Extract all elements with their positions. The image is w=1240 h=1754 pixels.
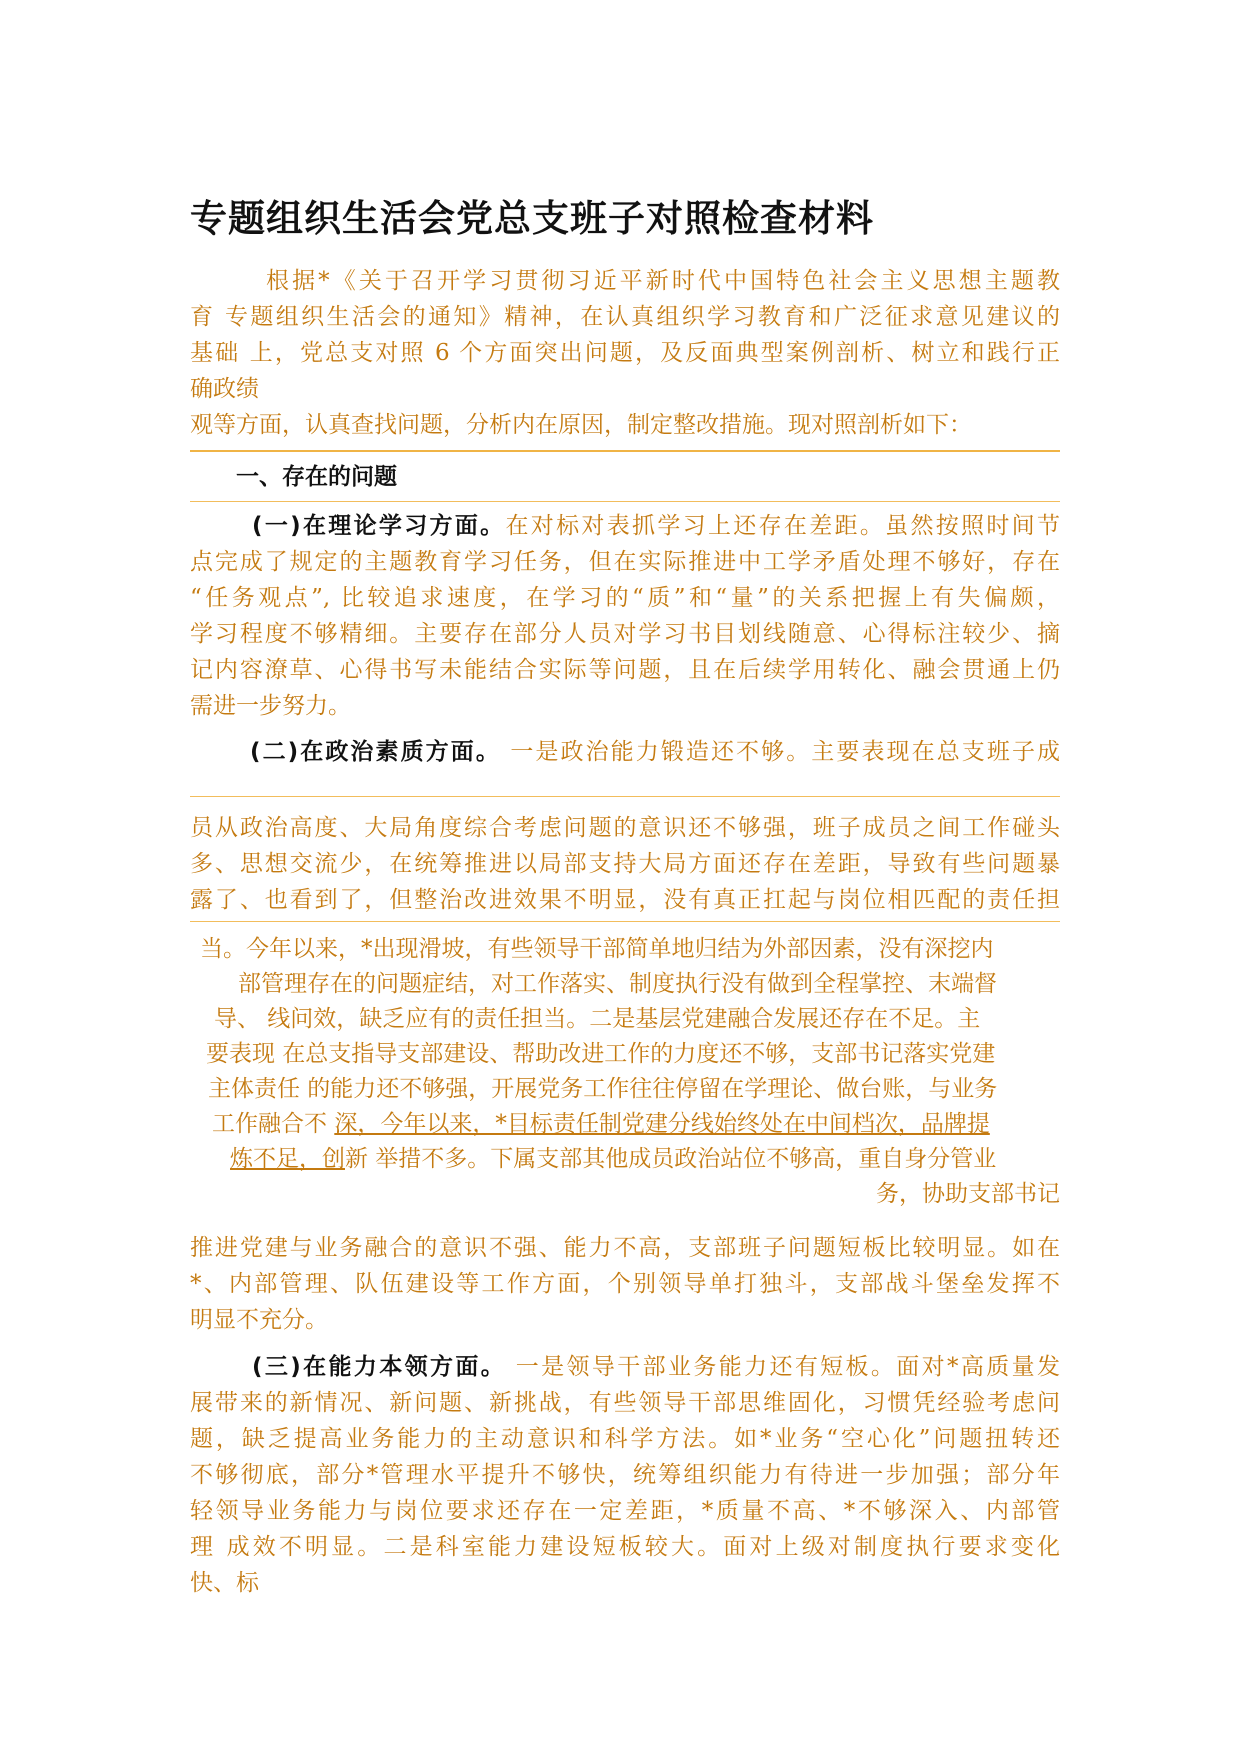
- divider: [190, 796, 1060, 797]
- paragraph-line: 务，协助支部书记: [876, 1181, 1060, 1207]
- paragraph-text: 工作融合不: [212, 1111, 335, 1137]
- paragraph-line: 多、思想交流少，在统筹推进以局部支持大局方面还存在差距，导致有些问题暴: [190, 851, 1060, 877]
- paragraph-line: 明显不充分。: [190, 1307, 328, 1333]
- paragraph-line: 展带来的新情况、新问题、新挑战，有些领导干部思维固化，习惯凭经验考虑问: [190, 1390, 1060, 1416]
- divider: [190, 450, 1060, 452]
- paragraph-line: 点完成了规定的主题教育学习任务，但在实际推进中工学矛盾处理不够好，存在: [190, 549, 1060, 575]
- divider: [190, 921, 1060, 922]
- theory-study-paragraph: [190, 508, 1060, 724]
- paragraph-line: 要表现 在总支指导支部建设、帮助改进工作的力度还不够，支部书记落实党建: [206, 1041, 996, 1067]
- political-quality-paragraph: [190, 810, 1060, 918]
- intro-line: 确政绩: [190, 376, 259, 402]
- paragraph-line: 学习程度不够精细。主要存在部分人员对学习书目划线随意、心得标注较少、摘: [190, 621, 1060, 647]
- underlined-text: 深，今年以来，*目标责任制党建分线始终处在中间档次，品牌提: [334, 1111, 990, 1137]
- paragraph-lead: (一)在理论学习方面。: [252, 513, 506, 539]
- political-quality-paragraph-start: [190, 734, 1060, 770]
- paragraph-line: 员从政治高度、大局角度综合考虑问题的意识还不够强，班子成员之间工作碰头: [190, 815, 1060, 841]
- paragraph-line: 题，缺乏提高业务能力的主动意识和科学方法。如*业务“空心化”问题扭转还: [190, 1426, 1060, 1452]
- paragraph-line: “任务观点”, 比较追求速度，在学习的“质”和“量”的关系把握上有失偏颇，: [190, 585, 1060, 611]
- paragraph-text: 一是领导干部业务能力还有短板。面对*高质量发: [515, 1354, 1061, 1380]
- paragraph-text: 一是政治能力锻造还不够。主要表现在总支班子成: [510, 739, 1061, 765]
- intro-line: 基础 上，党总支对照 6 个方面突出问题，及反面典型案例剖析、树立和践行正: [190, 340, 1060, 366]
- paragraph-line: 轻领导业务能力与岗位要求还存在一定差距，*质量不高、*不够深入、内部管: [190, 1498, 1060, 1524]
- paragraph-line: 推进党建与业务融合的意识不强、能力不高，支部班子问题短板比较明显。如在: [190, 1235, 1060, 1261]
- paragraph-line: 主体责任 的能力还不够强，开展党务工作往往停留在学理论、做台账，与业务: [208, 1076, 998, 1102]
- intro-paragraph: [190, 263, 1060, 443]
- paragraph-line: 露了、也看到了，但整治改进效果不明显，没有真正扛起与岗位相匹配的责任担: [190, 887, 1060, 913]
- party-building-paragraph: [190, 1230, 1060, 1338]
- paragraph-lead: (二)在政治素质方面。: [250, 739, 501, 765]
- paragraph-text: 在对标对表抓学习上还存在差距。虽然按照时间节: [505, 513, 1060, 539]
- intro-line: 育 专题组织生活会的通知》精神，在认真组织学习教育和广泛征求意见建议的: [190, 304, 1060, 330]
- paragraph-line: 部管理存在的问题症结，对工作落实、制度执行没有做到全程掌控、末端督: [238, 971, 997, 997]
- capability-paragraph: [190, 1349, 1060, 1601]
- paragraph-line: 快、标: [190, 1570, 259, 1596]
- section-heading: 一、存在的问题: [236, 464, 397, 490]
- paragraph-line: 记内容潦草、心得书写未能结合实际等问题，且在后续学用转化、融会贯通上仍: [190, 657, 1060, 683]
- paragraph-line: 当。今年以来，*出现滑坡，有些领导干部简单地归结为外部因素，没有深挖内: [200, 936, 994, 962]
- paragraph-lead: (三)在能力本领方面。: [252, 1354, 507, 1380]
- paragraph-line: 不够彻底，部分*管理水平提升不够快，统筹组织能力有待进一步加强；部分年: [190, 1462, 1060, 1488]
- intro-line: 观等方面，认真查找问题，分析内在原因，制定整改措施。现对照剖析如下：: [190, 412, 972, 438]
- document-title: 专题组织生活会党总支班子对照检查材料: [190, 197, 874, 240]
- grassroots-paragraph: [200, 932, 1060, 1212]
- divider: [190, 501, 1060, 502]
- underlined-text: 炼不足，创: [230, 1146, 345, 1172]
- intro-line: 根据*《关于召开学习贯彻习近平新时代中国特色社会主义思想主题教: [266, 268, 1060, 294]
- paragraph-text: 新 举措不多。下属支部其他成员政治站位不够高，重自身分管业: [345, 1146, 997, 1172]
- paragraph-line: *、内部管理、队伍建设等工作方面，个别领导单打独斗，支部战斗堡垒发挥不: [190, 1271, 1060, 1297]
- paragraph-line: 导、 线问效，缺乏应有的责任担当。二是基层党建融合发展还存在不足。主: [214, 1006, 981, 1032]
- paragraph-line: 需进一步努力。: [190, 693, 351, 719]
- paragraph-line: 理 成效不明显。二是科室能力建设短板较大。面对上级对制度执行要求变化: [190, 1534, 1060, 1560]
